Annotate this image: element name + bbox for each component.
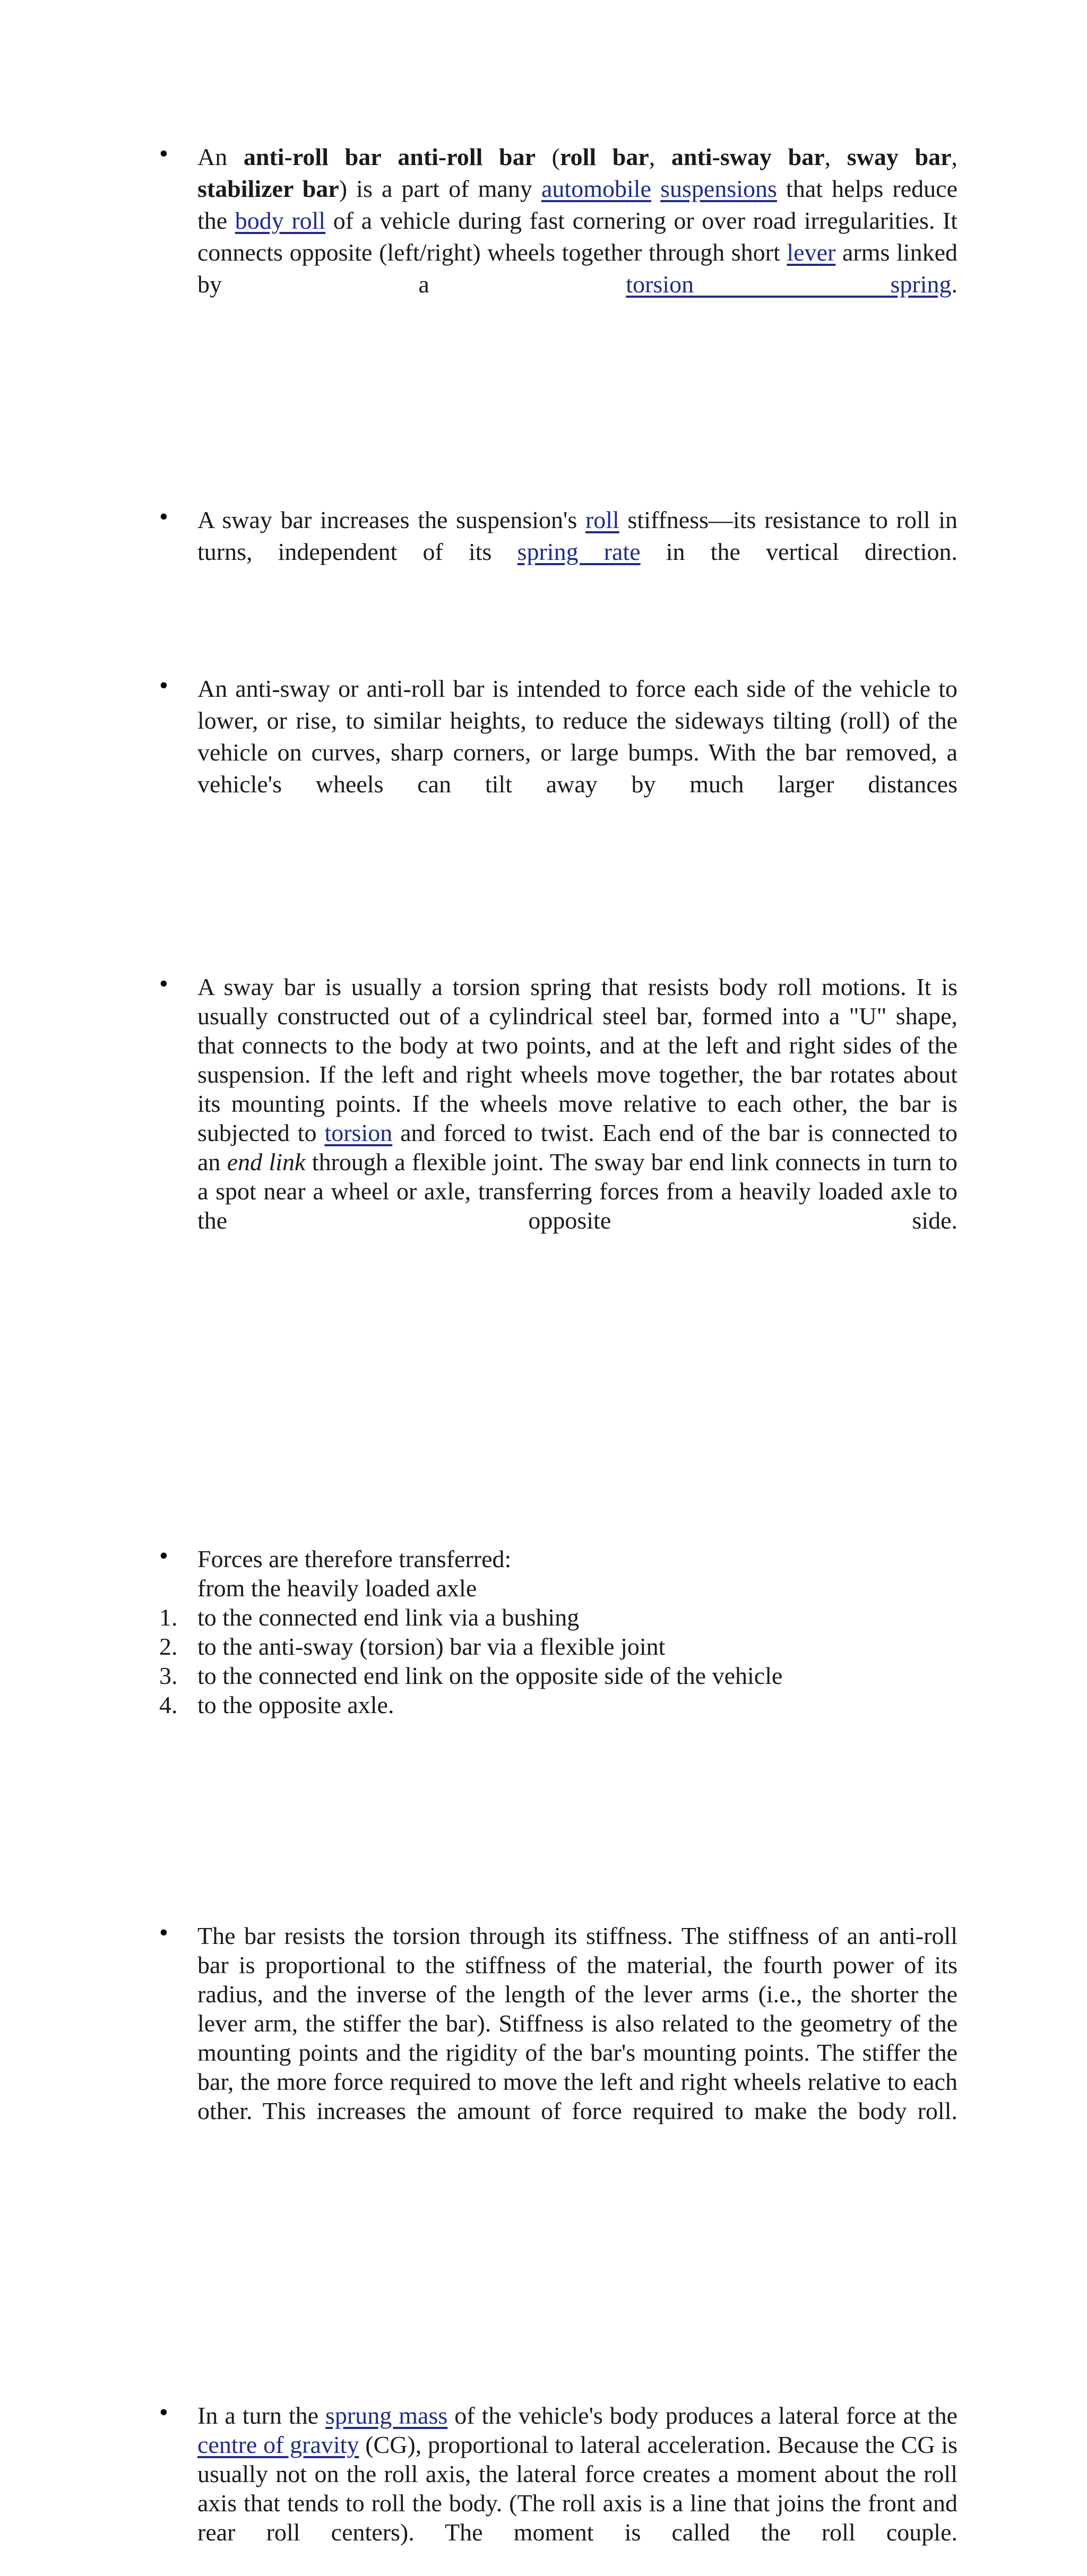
term-bold: roll bar (559, 143, 649, 170)
numbered-item: 2. to the anti-sway (torsion) bar via a flexible joint (159, 1633, 666, 1660)
link-lever[interactable]: lever (787, 239, 836, 266)
bullet-marker: • (159, 1918, 168, 1947)
numbered-item: 3. to the connected end link on the opposite side of the vehicle (159, 1662, 783, 1689)
bullet-marker: • (159, 2398, 168, 2426)
link-automobile[interactable]: automobile (541, 175, 651, 202)
paragraph-text: An anti-sway or anti-roll bar is intended to force each side of the vehicle to lower, or rise, to similar heights, to reduce the sideways tilting (roll) of the vehicle on curves, sharp corners, or large bumps. With the bar removed, a vehicle's wheels can tilt away by much larger distances (197, 675, 957, 798)
bullet-item-4: • A sway bar is usually a torsion spring that resists body roll motions. It is usually constructed out of a cylindrical steel bar, formed into a "U" shape, that connects to the body at two points, and at the left and right sides of the suspension. If the left and right wheels move together, the bar rotates about its mounting points. If the wheels move relative to each other, the bar is subjected to torsion and forced to twist. Each end of the bar is connected to an end link through a flexible joint. The sway bar end link connects in turn to a spot near a wheel or axle, transferring forces from a heavily loaded axle to the opposite side. (159, 970, 957, 1234)
link-roll[interactable]: roll (585, 506, 619, 533)
term-bold: sway bar (847, 143, 952, 170)
numbered-item: 1. to the connected end link via a bushing (159, 1604, 580, 1631)
bullet-item-5 (159, 1542, 957, 1719)
list-number: 2. (159, 1633, 178, 1660)
paragraph-line: from the heavily loaded axle (197, 1575, 477, 1602)
list-number: 4. (159, 1691, 178, 1718)
term-italic: end link (227, 1148, 306, 1175)
link-suspensions[interactable]: suspensions (660, 175, 777, 202)
bullet-marker: • (159, 503, 168, 531)
bullet-marker: • (159, 970, 168, 998)
bullet-marker: • (159, 1542, 168, 1570)
term-bold: stabilizer bar (197, 175, 339, 202)
paragraph-line: Forces are therefore transferred: (197, 1545, 512, 1572)
bullet-item-6 (159, 1918, 957, 2155)
list-number: 1. (159, 1604, 178, 1631)
term-bold: anti-roll bar (398, 143, 536, 170)
bullet-item-3 (159, 671, 957, 832)
link-torsion-spring[interactable]: torsion spring (626, 271, 952, 298)
bullet-marker: • (159, 140, 168, 168)
link-centre-of-gravity[interactable]: centre of gravity (197, 2431, 359, 2458)
link-sprung-mass[interactable]: sprung mass (325, 2402, 448, 2429)
list-number: 3. (159, 1662, 178, 1689)
bullet-item-7: • In a turn the sprung mass of the vehicle's body produces a lateral force at the centre of gravity (CG), proportional to lateral acceleration. Because the CG is usually not on the roll axis, the lateral force creates a moment about the roll axis that tends to roll the body. (The roll axis is a line that joins the front and rear roll centers). The moment is called the roll couple. (159, 2398, 957, 2546)
numbered-item: 4. to the opposite axle. (159, 1691, 394, 1718)
term-bold: anti-sway bar (671, 143, 825, 170)
paragraph-text: The bar resists the torsion through its stiffness. The stiffness of an anti-roll bar is proportional to the stiffness of the material, the fourth power of its radius, and the inverse of the length of the lever arms (i.e., the shorter the lever arm, the stiffer the bar). Stiffness is also related to the geometry of the mounting points and the rigidity of the bar's mounting points. The stiffer the bar, the more force required to move the left and right wheels relative to each other. This increases the amount of force required to make the body roll. (197, 1922, 957, 2124)
bullet-item-2: • A sway bar increases the suspension's roll stiffness—its resistance to roll in turns, independent of its spring rate in the vertical direction. (197, 504, 957, 600)
link-torsion[interactable]: torsion (324, 1119, 393, 1146)
link-body-roll[interactable]: body roll (235, 207, 326, 234)
bullet-marker: • (159, 671, 168, 699)
link-spring-rate[interactable]: spring rate (517, 538, 641, 565)
term-bold: anti-roll bar (243, 143, 382, 170)
bullet-item-1: • An anti-roll bar anti-roll bar (roll bar, anti-sway bar, sway bar, stabilizer bar) is a part of many automobile suspensions that helps reduce the body roll of a vehicle during fast cornering or over road irregularities. It connects opposite (left/right) wheels together through short lever arms linked by a torsion spring. (197, 141, 957, 332)
